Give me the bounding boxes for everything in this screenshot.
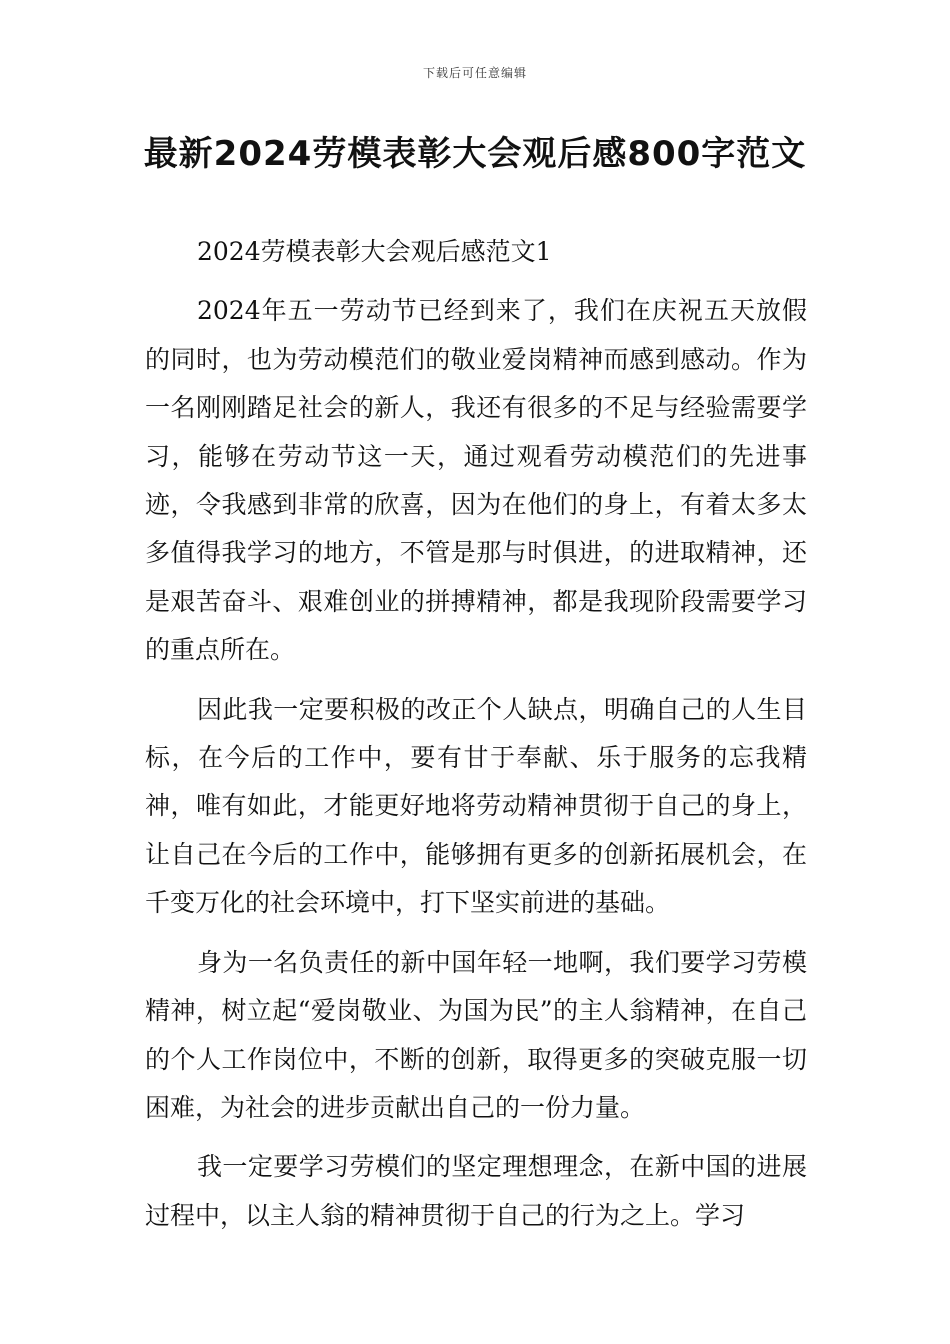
- document-title: 最新2024劳模表彰大会观后感800字范文: [143, 134, 807, 174]
- section-subtitle: 2024劳模表彰大会观后感范文1: [197, 237, 552, 266]
- body-paragraph-1: 2024年五一劳动节已经到来了，我们在庆祝五天放假的同时，也为劳动模范们的敬业爱岗精神而感到感动。作为一名刚刚踏足社会的新人，我还有很多的不足与经验需要学习，能够在劳动节这一天，通过观看劳动模范们的先进事迹，令我感到非常的欣喜，因为在他们的身上，有着太多太多值得我学习的地方，不管是那与时俱进，的进取精神，还是艰苦奋斗、艰难创业的拼搏精神，都是我现阶段需要学习的重点所在。: [145, 296, 807, 665]
- body-paragraph-4: 我一定要学习劳模们的坚定理想理念，在新中国的进展过程中，以主人翁的精神贯彻于自己的行为之上。学习: [145, 1152, 807, 1230]
- body-paragraph-2: 因此我一定要积极的改正个人缺点，明确自己的人生目标，在今后的工作中，要有甘于奉献、乐于服务的忘我精神，唯有如此，才能更好地将劳动精神贯彻于自己的身上，让自己在今后的工作中，能够拥有更多的创新拓展机会，在千变万化的社会环境中，打下坚实前进的基础。: [145, 694, 807, 918]
- document-body: [145, 228, 807, 1251]
- header-note: 下载后可任意编辑: [422, 66, 527, 80]
- body-paragraph-3: 身为一名负责任的新中国年轻一地啊，我们要学习劳模精神，树立起“爱岗敬业、为国为民”的主人翁精神，在自己的个人工作岗位中，不断的创新，取得更多的突破克服一切困难，为社会的进步贡献出自己的一份力量。: [145, 947, 807, 1122]
